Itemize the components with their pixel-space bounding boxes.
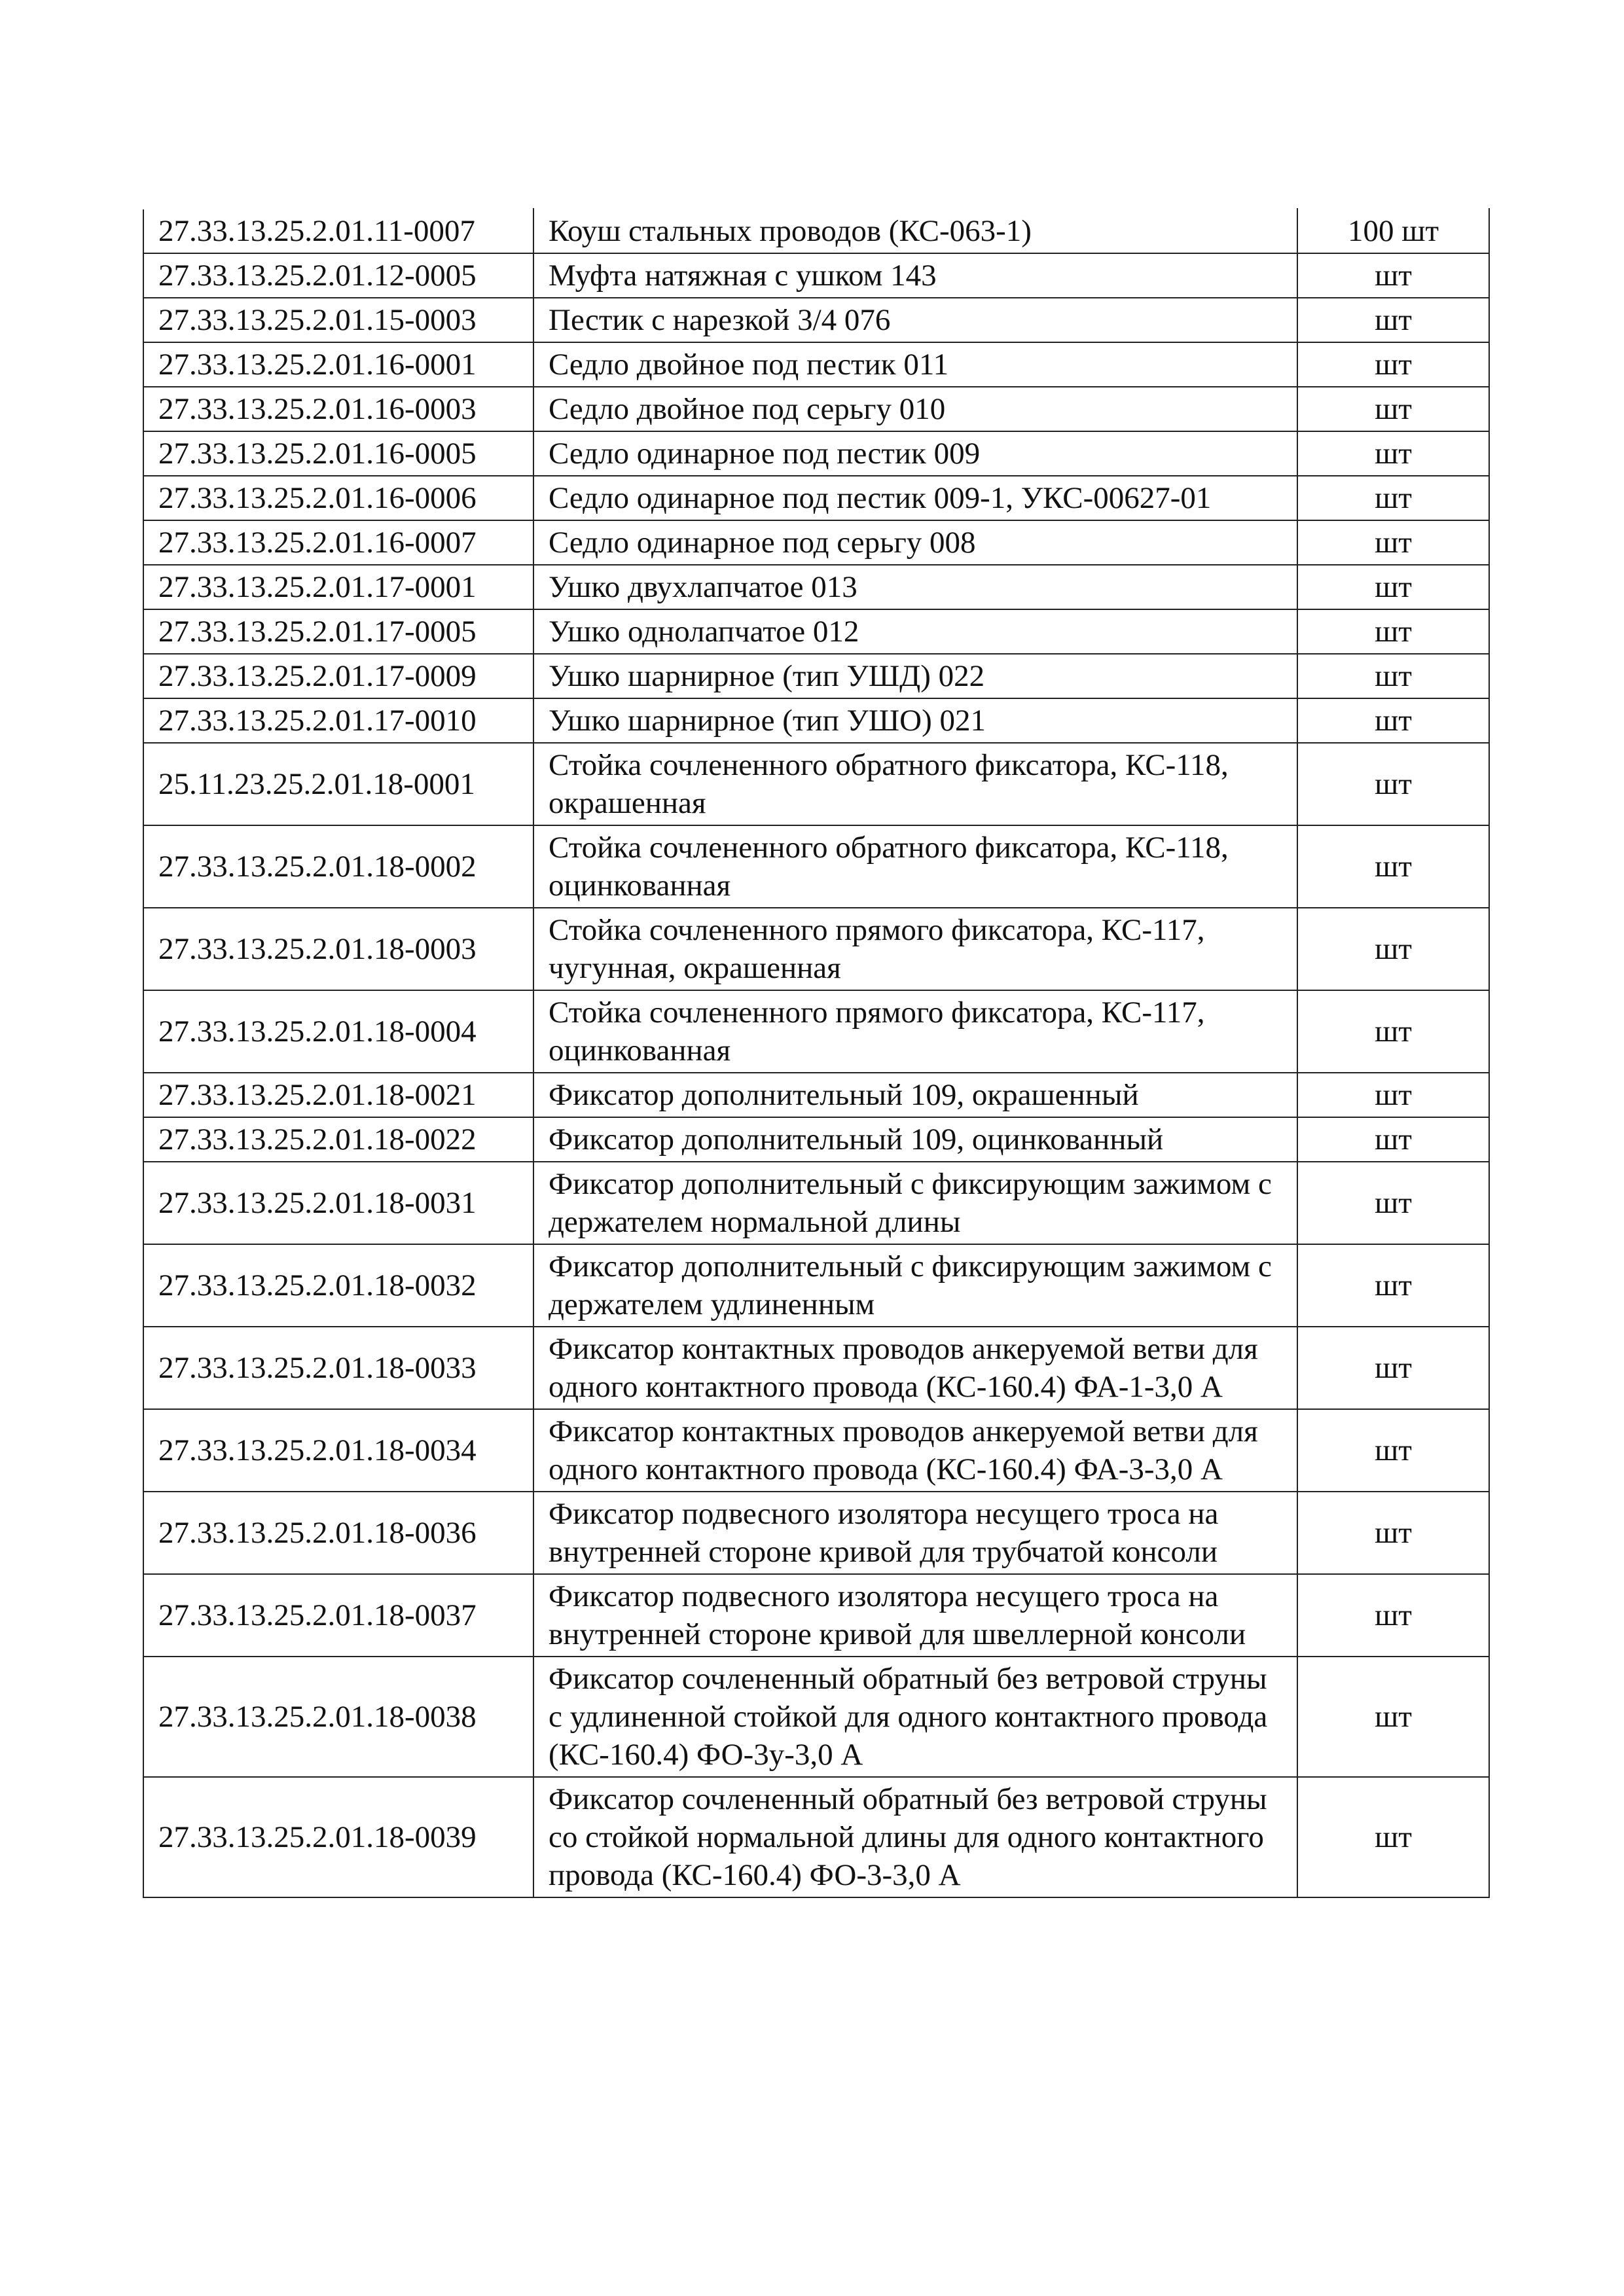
item-name: Фиксатор дополнительный 109, оцинкованный: [533, 1117, 1297, 1162]
item-unit: шт: [1297, 1777, 1489, 1897]
item-unit: шт: [1297, 1117, 1489, 1162]
item-name: Фиксатор подвесного изолятора несущего троса на внутренней стороне кривой для швеллерной консоли: [533, 1574, 1297, 1657]
table-row: [143, 609, 1489, 654]
item-name: Седло одинарное под пестик 009-1, УКС-00627-01: [533, 476, 1297, 520]
table-row: [143, 990, 1489, 1073]
item-code: 27.33.13.25.2.01.18-0021: [143, 1073, 533, 1117]
item-unit: 100 шт: [1297, 209, 1489, 253]
item-unit: шт: [1297, 825, 1489, 908]
item-unit: шт: [1297, 1657, 1489, 1777]
item-unit: шт: [1297, 1244, 1489, 1327]
item-unit: шт: [1297, 1492, 1489, 1574]
table-row: [143, 342, 1489, 387]
item-unit: шт: [1297, 908, 1489, 990]
table-row: [143, 908, 1489, 990]
item-name: Фиксатор дополнительный с фиксирующим зажимом с держателем удлиненным: [533, 1244, 1297, 1327]
item-name: Фиксатор сочлененный обратный без ветровой струны со стойкой нормальной длины для одного контактного провода (КС-160.4) ФО-3-3,0 А: [533, 1777, 1297, 1897]
item-name: Седло одинарное под серьгу 008: [533, 520, 1297, 565]
item-code: 27.33.13.25.2.01.17-0010: [143, 698, 533, 743]
item-unit: шт: [1297, 387, 1489, 431]
item-name: Седло одинарное под пестик 009: [533, 431, 1297, 476]
item-code: 27.33.13.25.2.01.16-0003: [143, 387, 533, 431]
item-code: 27.33.13.25.2.01.18-0004: [143, 990, 533, 1073]
table-row: [143, 565, 1489, 609]
table-row: [143, 743, 1489, 825]
item-unit: шт: [1297, 253, 1489, 298]
table-row: [143, 476, 1489, 520]
item-code: 27.33.13.25.2.01.18-0031: [143, 1162, 533, 1244]
item-name: Фиксатор дополнительный 109, окрашенный: [533, 1073, 1297, 1117]
item-name: Стойка сочлененного прямого фиксатора, КС-117, оцинкованная: [533, 990, 1297, 1073]
item-name: Стойка сочлененного обратного фиксатора, КС-118, окрашенная: [533, 743, 1297, 825]
item-unit: шт: [1297, 1162, 1489, 1244]
table-row: [143, 1162, 1489, 1244]
table-row: [143, 520, 1489, 565]
table-row: [143, 1327, 1489, 1409]
item-unit: шт: [1297, 476, 1489, 520]
item-name: Ушко шарнирное (тип УШД) 022: [533, 654, 1297, 698]
item-code: 27.33.13.25.2.01.12-0005: [143, 253, 533, 298]
item-code: 27.33.13.25.2.01.16-0005: [143, 431, 533, 476]
item-name: Фиксатор дополнительный с фиксирующим зажимом с держателем нормальной длины: [533, 1162, 1297, 1244]
item-unit: шт: [1297, 1574, 1489, 1657]
item-unit: шт: [1297, 298, 1489, 342]
item-code: 27.33.13.25.2.01.17-0009: [143, 654, 533, 698]
item-code: 27.33.13.25.2.01.16-0006: [143, 476, 533, 520]
item-name: Седло двойное под серьгу 010: [533, 387, 1297, 431]
item-unit: шт: [1297, 565, 1489, 609]
item-unit: шт: [1297, 431, 1489, 476]
item-name: Ушко двухлапчатое 013: [533, 565, 1297, 609]
table-row: [143, 1409, 1489, 1492]
item-code: 25.11.23.25.2.01.18-0001: [143, 743, 533, 825]
table-row: [143, 1492, 1489, 1574]
materials-table: [143, 208, 1490, 1898]
item-code: 27.33.13.25.2.01.17-0001: [143, 565, 533, 609]
item-name: Фиксатор подвесного изолятора несущего троса на внутренней стороне кривой для трубчатой консоли: [533, 1492, 1297, 1574]
table-row: [143, 387, 1489, 431]
item-unit: шт: [1297, 342, 1489, 387]
item-name: Фиксатор контактных проводов анкеруемой ветви для одного контактного провода (КС-160.4) ФА-3-3,0 А: [533, 1409, 1297, 1492]
item-name: Муфта натяжная с ушком 143: [533, 253, 1297, 298]
table-row: [143, 825, 1489, 908]
item-unit: шт: [1297, 698, 1489, 743]
item-unit: шт: [1297, 743, 1489, 825]
table-row: [143, 298, 1489, 342]
item-code: 27.33.13.25.2.01.15-0003: [143, 298, 533, 342]
item-code: 27.33.13.25.2.01.17-0005: [143, 609, 533, 654]
item-unit: шт: [1297, 520, 1489, 565]
item-name: Коуш стальных проводов (КС-063-1): [533, 209, 1297, 253]
item-code: 27.33.13.25.2.01.16-0007: [143, 520, 533, 565]
item-code: 27.33.13.25.2.01.18-0022: [143, 1117, 533, 1162]
item-code: 27.33.13.25.2.01.18-0037: [143, 1574, 533, 1657]
item-unit: шт: [1297, 1409, 1489, 1492]
table-row: [143, 698, 1489, 743]
item-name: Стойка сочлененного прямого фиксатора, КС-117, чугунная, окрашенная: [533, 908, 1297, 990]
table-row: [143, 1777, 1489, 1897]
item-code: 27.33.13.25.2.01.18-0039: [143, 1777, 533, 1897]
item-code: 27.33.13.25.2.01.18-0033: [143, 1327, 533, 1409]
materials-table-body: [143, 209, 1489, 1897]
item-code: 27.33.13.25.2.01.16-0001: [143, 342, 533, 387]
item-code: 27.33.13.25.2.01.18-0002: [143, 825, 533, 908]
item-unit: шт: [1297, 1327, 1489, 1409]
item-unit: шт: [1297, 990, 1489, 1073]
table-row: [143, 1117, 1489, 1162]
table-row: [143, 209, 1489, 253]
item-name: Ушко однолапчатое 012: [533, 609, 1297, 654]
table-row: [143, 1574, 1489, 1657]
table-row: [143, 654, 1489, 698]
table-row: [143, 431, 1489, 476]
item-unit: шт: [1297, 609, 1489, 654]
table-row: [143, 1657, 1489, 1777]
item-code: 27.33.13.25.2.01.18-0034: [143, 1409, 533, 1492]
item-name: Фиксатор сочлененный обратный без ветровой струны с удлиненной стойкой для одного контактного провода (КС-160.4) ФО-3у-3,0 А: [533, 1657, 1297, 1777]
item-code: 27.33.13.25.2.01.18-0036: [143, 1492, 533, 1574]
item-unit: шт: [1297, 1073, 1489, 1117]
item-name: Ушко шарнирное (тип УШО) 021: [533, 698, 1297, 743]
item-code: 27.33.13.25.2.01.11-0007: [143, 209, 533, 253]
item-name: Фиксатор контактных проводов анкеруемой ветви для одного контактного провода (КС-160.4) ФА-1-3,0 А: [533, 1327, 1297, 1409]
item-name: Пестик с нарезкой 3/4 076: [533, 298, 1297, 342]
item-code: 27.33.13.25.2.01.18-0038: [143, 1657, 533, 1777]
item-code: 27.33.13.25.2.01.18-0032: [143, 1244, 533, 1327]
item-name: Стойка сочлененного обратного фиксатора, КС-118, оцинкованная: [533, 825, 1297, 908]
table-row: [143, 253, 1489, 298]
item-code: 27.33.13.25.2.01.18-0003: [143, 908, 533, 990]
item-name: Седло двойное под пестик 011: [533, 342, 1297, 387]
table-row: [143, 1073, 1489, 1117]
table-row: [143, 1244, 1489, 1327]
item-unit: шт: [1297, 654, 1489, 698]
